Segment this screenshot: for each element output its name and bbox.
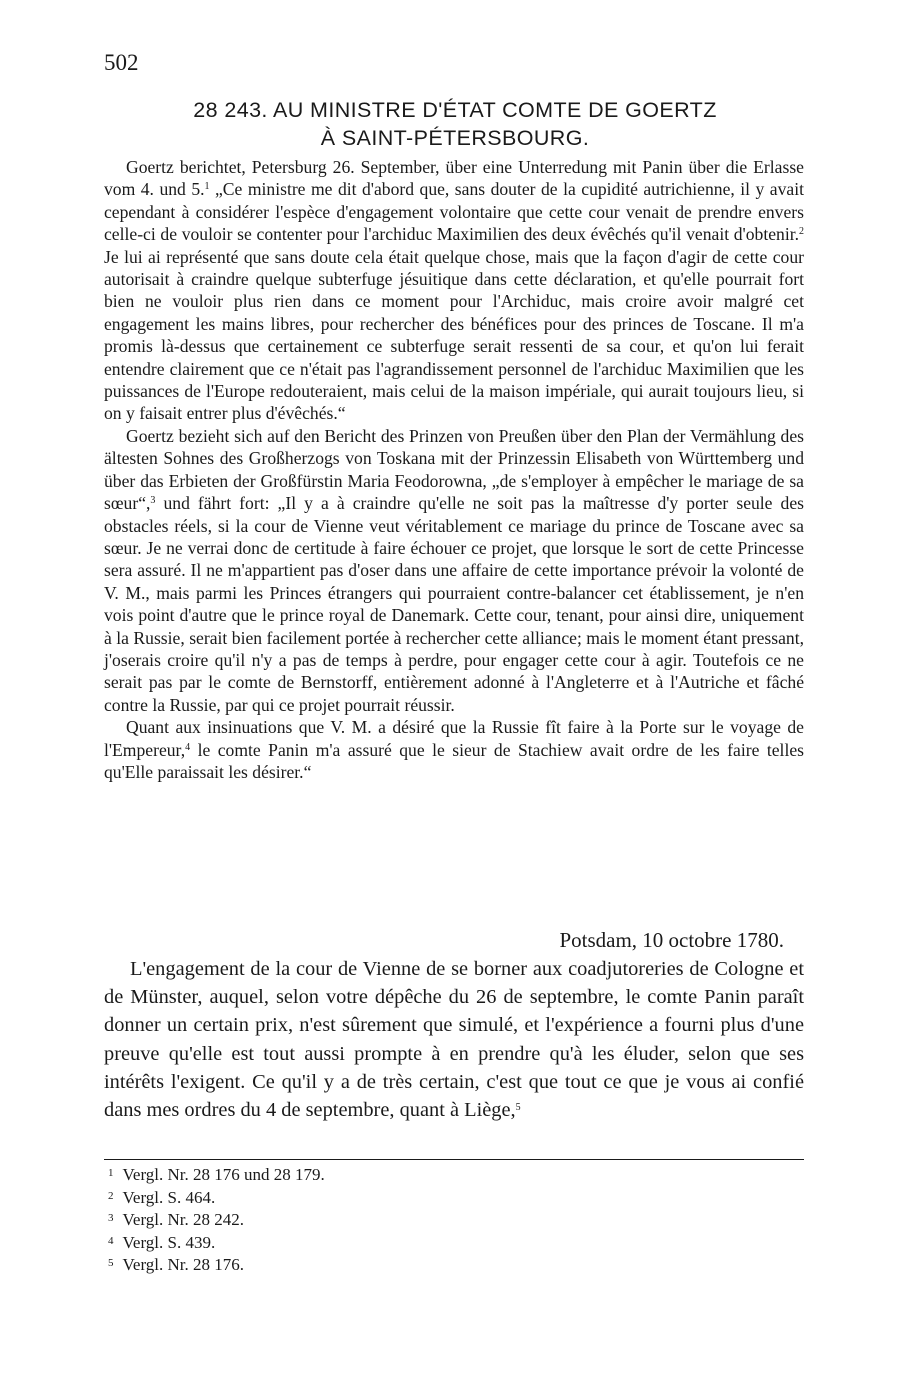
footnote [104,1208,325,1231]
body-text: L'engagement de la cour de Vienne de se borner aux coadjutoreries de Cologne et de Münster, auquel, selon votre dépêche du 26 de septembre, le comte Panin paraît donner un certain prix, n'est sûrement que simulé, et l'expérience a fourni plus d'une preuve qu'elle est tout aussi prompte à en prendre qu'à les éluder, selon que ses intérêts l'exigent. Ce qu'il y a de très certain, c'est que tout ce que je vous ai confié dans mes ordres du 4 de septembre, quant à Liège, [104,958,804,1122]
report-summary [104,156,804,783]
document-heading [104,96,806,152]
heading-line-1: 28 243. AU MINISTRE D'ÉTAT COMTE DE GOERTZ [193,98,717,122]
summary-text: Quant aux insinuations que V. M. a désiré que la Russie fît faire à la Porte sur le voyage de l'Empereur, [104,717,804,760]
summary-paragraph [104,156,804,425]
footnote-divider [104,1159,804,1160]
heading-line-2: À SAINT-PÉTERSBOURG. [320,126,590,150]
footnote-text: Vergl. Nr. 28 242. [122,1210,245,1230]
page-number: 502 [104,50,139,75]
summary-text: le comte Panin m'a assuré que le sieur de Stachiew avait ordre de les faire telles qu'Elle paraissait les désirer.“ [104,739,804,782]
summary-text: Je lui ai représenté que sans doute cela était quelque chose, mais que la façon d'agir de cette cour autorisait à craindre quelque subterfuge jésuitique dans cette déclaration, et qu'elle pourrait fort bien ne vouloir plus rien dans ce moment pour l'Archiduc, mais croire avoir malgré cet engagement les mains libres, pour rechercher des bénéfices pour des princes de Toscane. Il m'a promis là-dessus que certainement ce subterfuge serait ressenti de sa cour, et qu'on lui ferait entendre clairement que ce n'était pas l'agrandissement personnel de l'archiduc Maximilien que les puissances de l'Europe redouteraient, mais celui de la maison impériale, qui aurait toujours lieu, si on y faisait entrer plus d'évêchés.“ [104,246,804,424]
footnotes [104,1163,325,1276]
footnote-ref: 1 [204,181,210,193]
footnote [104,1231,325,1254]
footnote [104,1163,325,1186]
summary-paragraph [104,425,804,716]
footnote-text: Vergl. S. 439. [122,1232,216,1252]
summary-text: und fährt fort: „Il y a à craindre qu'elle ne soit pas la maîtresse d'y porter seule des obstacles réels, si la cour de Vienne veut véritablement ce mariage du prince de Toscane avec sa sœur. Je ne verrai donc de certitude à faire échouer ce projet, que lorsque le sort de cette Princesse sera assuré. Il ne m'appartient pas d'oser dans une affaire de cette importance prévoir la volonté de V. M., mais parmi les Princes étrangers qui pourraient contre-balancer cet établissement, je n'en vois point d'autre que le prince royal de Danemark. Cette cour, tenant, pour ainsi dire, uniquement à la Russie, serait bien facilement portée à rechercher cette alliance; mais le moment étant pressant, j'oserais croire qu'il n'y a pas de temps à perdre, pour engager cette cour à agir. Toutefois ce ne serait pas par le comte de Bernstorff, entièrement adonné à l'Angleterre et à l'Autriche et fâché contre la Russie, par qui ce projet pourrait réussir. [104,493,804,715]
footnote-number: 2 [108,1189,114,1202]
body-paragraph [104,955,804,1124]
summary-text: „Ce ministre me dit d'abord que, sans douter de la cupidité autrichienne, il y avait cependant à considérer l'espèce d'engagement volontaire que cette cour venait de prendre envers celle-ci de vouloir se contenter pour l'archiduc Maximilien des deux évêchés qu'il venait d'obtenir. [104,179,804,245]
footnote-number: 3 [108,1212,114,1225]
footnote-text: Vergl. S. 464. [122,1187,216,1207]
footnote [104,1186,325,1209]
summary-paragraph [104,716,804,783]
summary-text: Goertz berichtet, Petersburg 26. September, über eine Unterredung mit Panin über die Erlasse vom 4. und 5. [104,157,804,200]
footnote-number: 5 [108,1257,114,1270]
dateline: Potsdam, 10 octobre 1780. [559,928,784,952]
footnote-number: 4 [108,1234,114,1247]
footnote-ref: 3 [150,495,156,507]
footnote-ref: 2 [799,226,804,238]
footnote-text: Vergl. Nr. 28 176. [122,1255,245,1275]
summary-text: Goertz bezieht sich auf den Bericht des Prinzen von Preußen über den Plan der Vermählung des ältesten Sohnes des Großherzogs von Toskana mit der Prinzessin Elisabeth von Württemberg und über das Erbieten der Großfürstin Maria Feodorowna, „de s'employer à empêcher le mariage de sa sœur“, [104,425,804,514]
footnote [104,1253,325,1276]
footnote-number: 1 [108,1167,114,1179]
footnote-ref: 4 [185,741,191,753]
footnote-text: Vergl. Nr. 28 176 und 28 179. [122,1165,325,1184]
footnote-ref: 5 [515,1102,521,1114]
letter-body [104,955,804,1124]
